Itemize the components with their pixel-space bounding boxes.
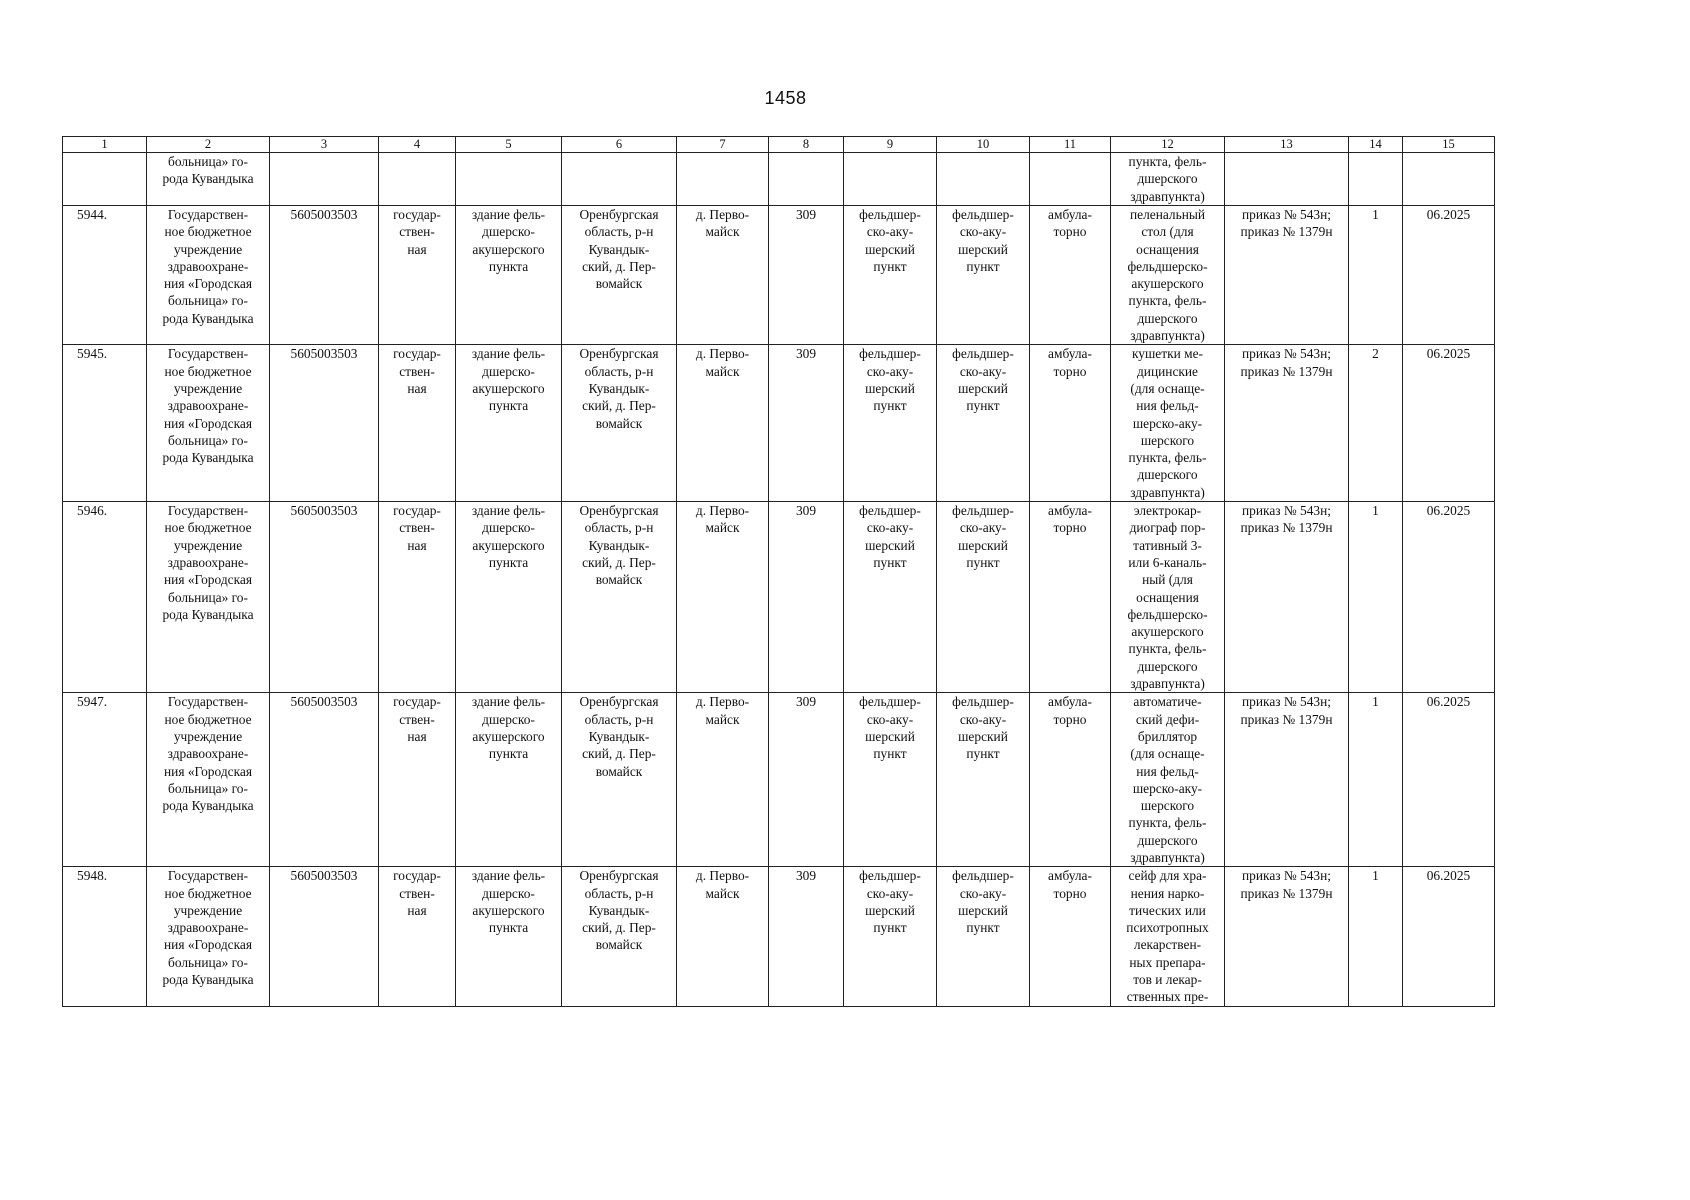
cell-equipment: пеленальный стол (для оснащения фельдшерско- акушерского пункта, фель- дшерского здравпункта) (1111, 206, 1225, 345)
cell-unit-type: фельдшер- ско-аку- шерский пункт (844, 206, 937, 345)
column-number: 2 (147, 137, 270, 153)
cell-care-form: амбула- торно (1030, 867, 1111, 1006)
column-number: 5 (456, 137, 562, 153)
cell-date: 06.2025 (1403, 867, 1495, 1006)
cell-unit-type: фельдшер- ско-аку- шерский пункт (844, 502, 937, 693)
cell-code: 309 (769, 206, 844, 345)
cell-orders: приказ № 543н; приказ № 1379н (1225, 502, 1349, 693)
cell-code: 309 (769, 867, 844, 1006)
cell-address: Оренбургская область, р-н Кувандык- ский, д. Пер- вомайск (562, 345, 677, 502)
cell-organization: Государствен- ное бюджетное учреждение здравоохране- ния «Городская больница» го- рода Кувандыка (147, 693, 270, 867)
cell-unit-type: фельдшер- ско-аку- шерский пункт (844, 693, 937, 867)
cell-care-form: амбула- торно (1030, 345, 1111, 502)
cell-quantity: 1 (1349, 693, 1403, 867)
cell-settlement: д. Перво- майск (677, 502, 769, 693)
column-number: 4 (379, 137, 456, 153)
cell-empty (63, 153, 147, 206)
column-number: 14 (1349, 137, 1403, 153)
cell-equipment: пункта, фель- дшерского здравпункта) (1111, 153, 1225, 206)
cell-settlement: д. Перво- майск (677, 206, 769, 345)
cell-building: здание фель- дшерско- акушерского пункта (456, 693, 562, 867)
cell-ownership: государ- ствен- ная (379, 693, 456, 867)
cell-unit-name: фельдшер- ско-аку- шерский пункт (937, 345, 1030, 502)
cell-quantity: 1 (1349, 867, 1403, 1006)
cell-ownership: государ- ствен- ная (379, 206, 456, 345)
cell-inn: 5605003503 (270, 206, 379, 345)
cell-empty (769, 153, 844, 206)
cell-date: 06.2025 (1403, 693, 1495, 867)
cell-inn: 5605003503 (270, 693, 379, 867)
cell-orders: приказ № 543н; приказ № 1379н (1225, 867, 1349, 1006)
cell-empty (379, 153, 456, 206)
cell-empty (1403, 153, 1495, 206)
cell-empty (1030, 153, 1111, 206)
cell-unit-name: фельдшер- ско-аку- шерский пункт (937, 867, 1030, 1006)
table-row (63, 206, 1495, 345)
cell-ownership: государ- ствен- ная (379, 502, 456, 693)
cell-organization: Государствен- ное бюджетное учреждение здравоохране- ния «Городская больница» го- рода Кувандыка (147, 345, 270, 502)
column-number: 15 (1403, 137, 1495, 153)
cell-row-number: 5947. (63, 693, 147, 867)
column-number: 8 (769, 137, 844, 153)
table-row (63, 345, 1495, 502)
cell-equipment: автоматиче- ский дефи- бриллятор (для оснаще- ния фельд- шерско-аку- шерского пункта, фель- дшерского здравпункта) (1111, 693, 1225, 867)
cell-inn: 5605003503 (270, 502, 379, 693)
cell-code: 309 (769, 502, 844, 693)
column-number-row (63, 137, 1495, 153)
column-number: 13 (1225, 137, 1349, 153)
cell-inn: 5605003503 (270, 867, 379, 1006)
cell-empty (937, 153, 1030, 206)
cell-code: 309 (769, 693, 844, 867)
cell-building: здание фель- дшерско- акушерского пункта (456, 502, 562, 693)
cell-unit-name: фельдшер- ско-аку- шерский пункт (937, 206, 1030, 345)
cell-quantity: 1 (1349, 206, 1403, 345)
column-number: 12 (1111, 137, 1225, 153)
cell-row-number: 5944. (63, 206, 147, 345)
cell-unit-name: фельдшер- ско-аку- шерский пункт (937, 502, 1030, 693)
cell-building: здание фель- дшерско- акушерского пункта (456, 867, 562, 1006)
table-row-continuation (63, 153, 1495, 206)
cell-code: 309 (769, 345, 844, 502)
cell-equipment: кушетки ме- дицинские (для оснаще- ния фельд- шерско-аку- шерского пункта, фель- дшерского здравпункта) (1111, 345, 1225, 502)
cell-building: здание фель- дшерско- акушерского пункта (456, 345, 562, 502)
cell-organization: Государствен- ное бюджетное учреждение здравоохране- ния «Городская больница» го- рода Кувандыка (147, 206, 270, 345)
cell-empty (270, 153, 379, 206)
cell-date: 06.2025 (1403, 206, 1495, 345)
cell-empty (1349, 153, 1403, 206)
column-number: 7 (677, 137, 769, 153)
cell-organization: Государствен- ное бюджетное учреждение здравоохране- ния «Городская больница» го- рода Кувандыка (147, 867, 270, 1006)
cell-row-number: 5948. (63, 867, 147, 1006)
column-number: 3 (270, 137, 379, 153)
cell-date: 06.2025 (1403, 345, 1495, 502)
registry-table (62, 136, 1495, 1007)
cell-orders: приказ № 543н; приказ № 1379н (1225, 345, 1349, 502)
cell-empty (456, 153, 562, 206)
cell-address: Оренбургская область, р-н Кувандык- ский, д. Пер- вомайск (562, 206, 677, 345)
column-number: 10 (937, 137, 1030, 153)
cell-empty (1225, 153, 1349, 206)
cell-orders: приказ № 543н; приказ № 1379н (1225, 693, 1349, 867)
cell-unit-type: фельдшер- ско-аку- шерский пункт (844, 867, 937, 1006)
cell-settlement: д. Перво- майск (677, 693, 769, 867)
table-row (63, 502, 1495, 693)
cell-empty (677, 153, 769, 206)
cell-building: здание фель- дшерско- акушерского пункта (456, 206, 562, 345)
cell-orders: приказ № 543н; приказ № 1379н (1225, 206, 1349, 345)
cell-quantity: 1 (1349, 502, 1403, 693)
table-row (63, 693, 1495, 867)
column-number: 6 (562, 137, 677, 153)
cell-equipment: сейф для хра- нения нарко- тических или психотропных лекарствен- ных препара- тов и лекар- ственных пре- (1111, 867, 1225, 1006)
column-number: 9 (844, 137, 937, 153)
table-row (63, 867, 1495, 1006)
cell-address: Оренбургская область, р-н Кувандык- ский, д. Пер- вомайск (562, 502, 677, 693)
cell-date: 06.2025 (1403, 502, 1495, 693)
cell-settlement: д. Перво- майск (677, 867, 769, 1006)
cell-organization: Государствен- ное бюджетное учреждение здравоохране- ния «Городская больница» го- рода Кувандыка (147, 502, 270, 693)
cell-quantity: 2 (1349, 345, 1403, 502)
cell-care-form: амбула- торно (1030, 693, 1111, 867)
cell-ownership: государ- ствен- ная (379, 345, 456, 502)
cell-ownership: государ- ствен- ная (379, 867, 456, 1006)
cell-address: Оренбургская область, р-н Кувандык- ский, д. Пер- вомайск (562, 693, 677, 867)
cell-address: Оренбургская область, р-н Кувандык- ский, д. Пер- вомайск (562, 867, 677, 1006)
cell-empty (844, 153, 937, 206)
cell-care-form: амбула- торно (1030, 206, 1111, 345)
cell-care-form: амбула- торно (1030, 502, 1111, 693)
cell-settlement: д. Перво- майск (677, 345, 769, 502)
cell-equipment: электрокар- диограф пор- тативный 3- или 6-каналь- ный (для оснащения фельдшерско- акушерского пункта, фель- дшерского здравпункта) (1111, 502, 1225, 693)
cell-row-number: 5945. (63, 345, 147, 502)
cell-inn: 5605003503 (270, 345, 379, 502)
cell-row-number: 5946. (63, 502, 147, 693)
page-number: 1458 (764, 88, 807, 108)
column-number: 11 (1030, 137, 1111, 153)
column-number: 1 (63, 137, 147, 153)
cell-unit-name: фельдшер- ско-аку- шерский пункт (937, 693, 1030, 867)
cell-organization: больница» го- рода Кувандыка (147, 153, 270, 206)
cell-unit-type: фельдшер- ско-аку- шерский пункт (844, 345, 937, 502)
cell-empty (562, 153, 677, 206)
